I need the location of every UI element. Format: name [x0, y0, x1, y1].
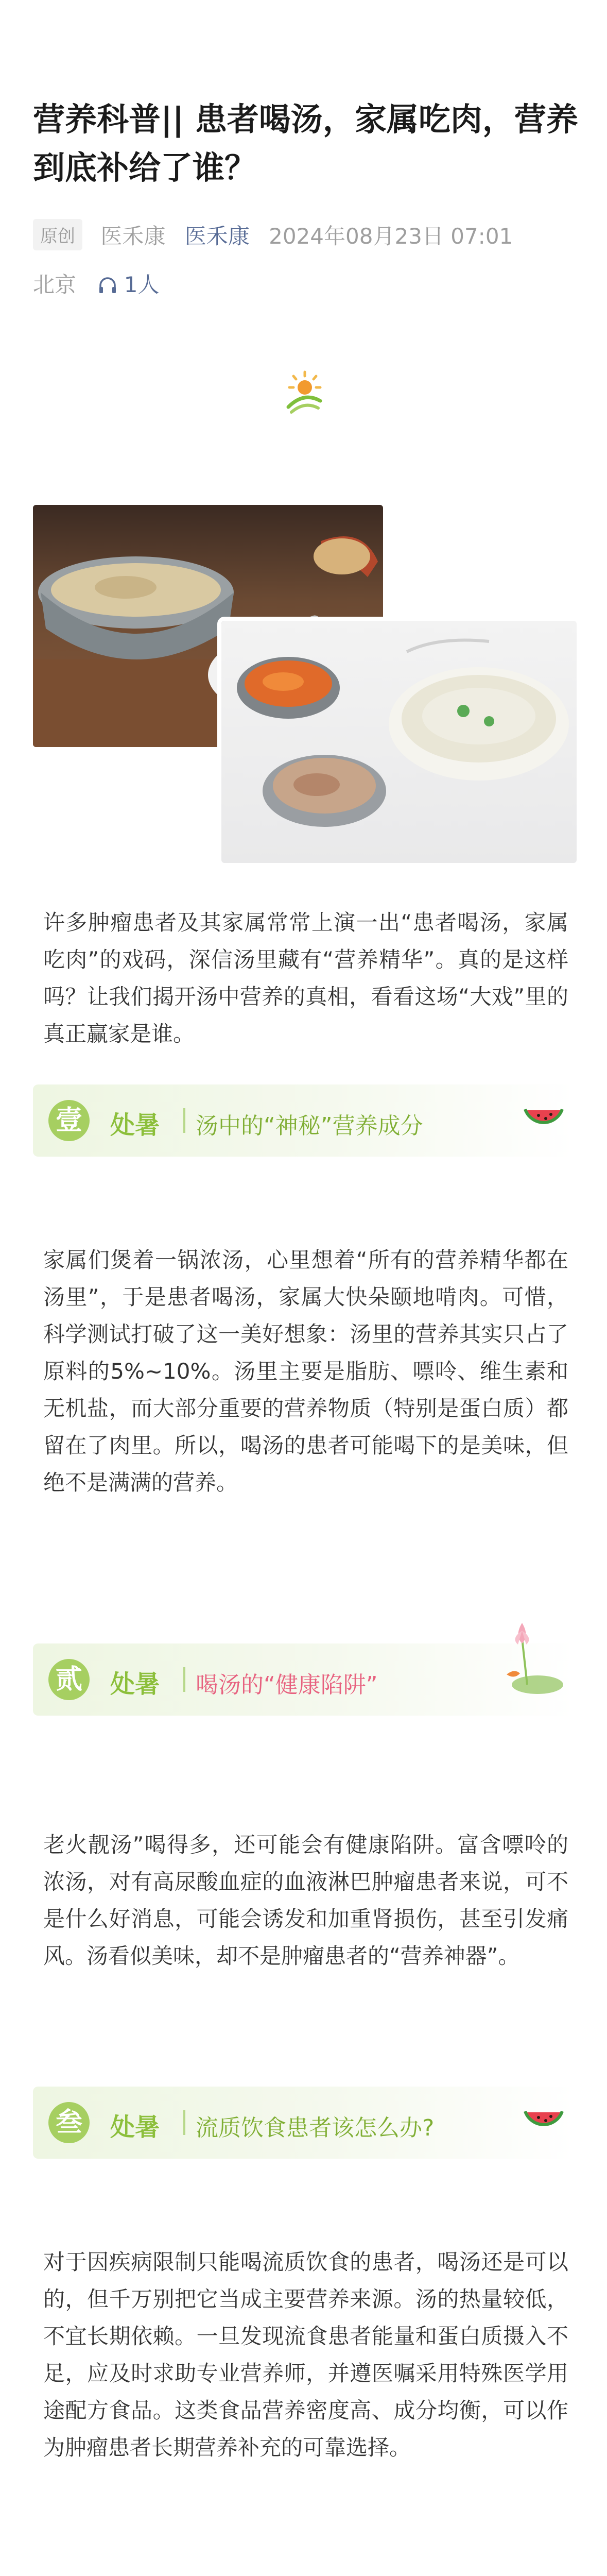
account-link[interactable]: 医禾康	[184, 223, 250, 249]
section-body-1: 家属们煲着一锅浓汤，心里想着“所有的营养精华都在汤里”，于是患者喝汤，家属大快朵颐地啃肉。可惜，科学测试打破了这一美好想象：汤里的营养其实只占了原料的5%~10%。汤里主要是脂肪、嘌呤、维生素和无机盐，而大部分重要的营养物质（特别是蛋白质）都留在了肉里。所以，喝汤的患者可能喝下的是美味，但绝不是满满的营养。	[43, 1247, 568, 1495]
article-title: 营养科普|| 患者喝汤，家属吃肉，营养到底补给了谁？	[33, 100, 578, 187]
article-meta-2	[33, 268, 159, 299]
intro-paragraph: 许多肿瘤患者及其家属常常上演一出“患者喝汤，家属吃肉”的戏码，深信汤里藏有“营养精华”。真的是这样吗？让我们揭开汤中营养的真相，看看这场“大戏”里的真正赢家是谁。	[43, 910, 568, 1046]
headphones-icon	[98, 277, 117, 294]
section-banner-1	[33, 1084, 574, 1157]
location-text: 北京	[33, 272, 77, 297]
section-body-2: 老火靓汤”喝得多，还可能会有健康陷阱。富含嘌呤的浓汤，对有高尿酸血症的血液淋巴肿瘤患者来说，可不是什么好消息，可能会诱发和加重肾损伤，甚至引发痛风。汤看似美味，却不是肿瘤患者的“营养神器”。	[43, 1832, 568, 1969]
listen-count: 1人	[124, 272, 160, 297]
section-body-3: 对于因疾病限制只能喝流质饮食的患者，喝汤还是可以的，但千万别把它当成主要营养来源。汤的热量较低，不宜长期依赖。一旦发现流食患者能量和蛋白质摄入不足，应及时求助专业营养师，并遵医嘱采用特殊医学用途配方食品。这类食品营养密度高、成分均衡，可以作为肿瘤患者长期营养补充的可靠选择。	[43, 2249, 568, 2460]
lotus-icon	[486, 1607, 563, 1710]
section-number: 贰	[48, 1659, 90, 1700]
article-meta	[33, 219, 513, 250]
section-number: 叁	[48, 2102, 90, 2143]
watermelon-icon	[523, 1103, 564, 1134]
soup-photo-2	[221, 621, 577, 863]
section-banner-2	[33, 1643, 574, 1716]
section-divider	[183, 2110, 185, 2135]
section-title: 流质饮食患者该怎么办?	[196, 2115, 435, 2141]
section-keyword: 处暑	[110, 1111, 160, 1140]
publish-datetime: 2024年08月23日 07:01	[269, 223, 513, 249]
original-badge: 原创	[33, 219, 82, 250]
section-title: 喝汤的“健康陷阱”	[196, 1672, 378, 1698]
section-keyword: 处暑	[110, 2113, 160, 2142]
author-name: 医禾康	[100, 223, 166, 249]
section-number: 壹	[48, 1100, 90, 1141]
section-divider	[183, 1108, 185, 1133]
brand-logo-icon	[273, 361, 335, 422]
section-divider	[183, 1667, 185, 1692]
watermelon-icon	[523, 2105, 564, 2136]
section-banner-3	[33, 2087, 574, 2159]
listen-button[interactable]	[98, 272, 159, 297]
section-keyword: 处暑	[110, 1670, 160, 1699]
section-title: 汤中的“神秘”营养成分	[196, 1113, 423, 1139]
